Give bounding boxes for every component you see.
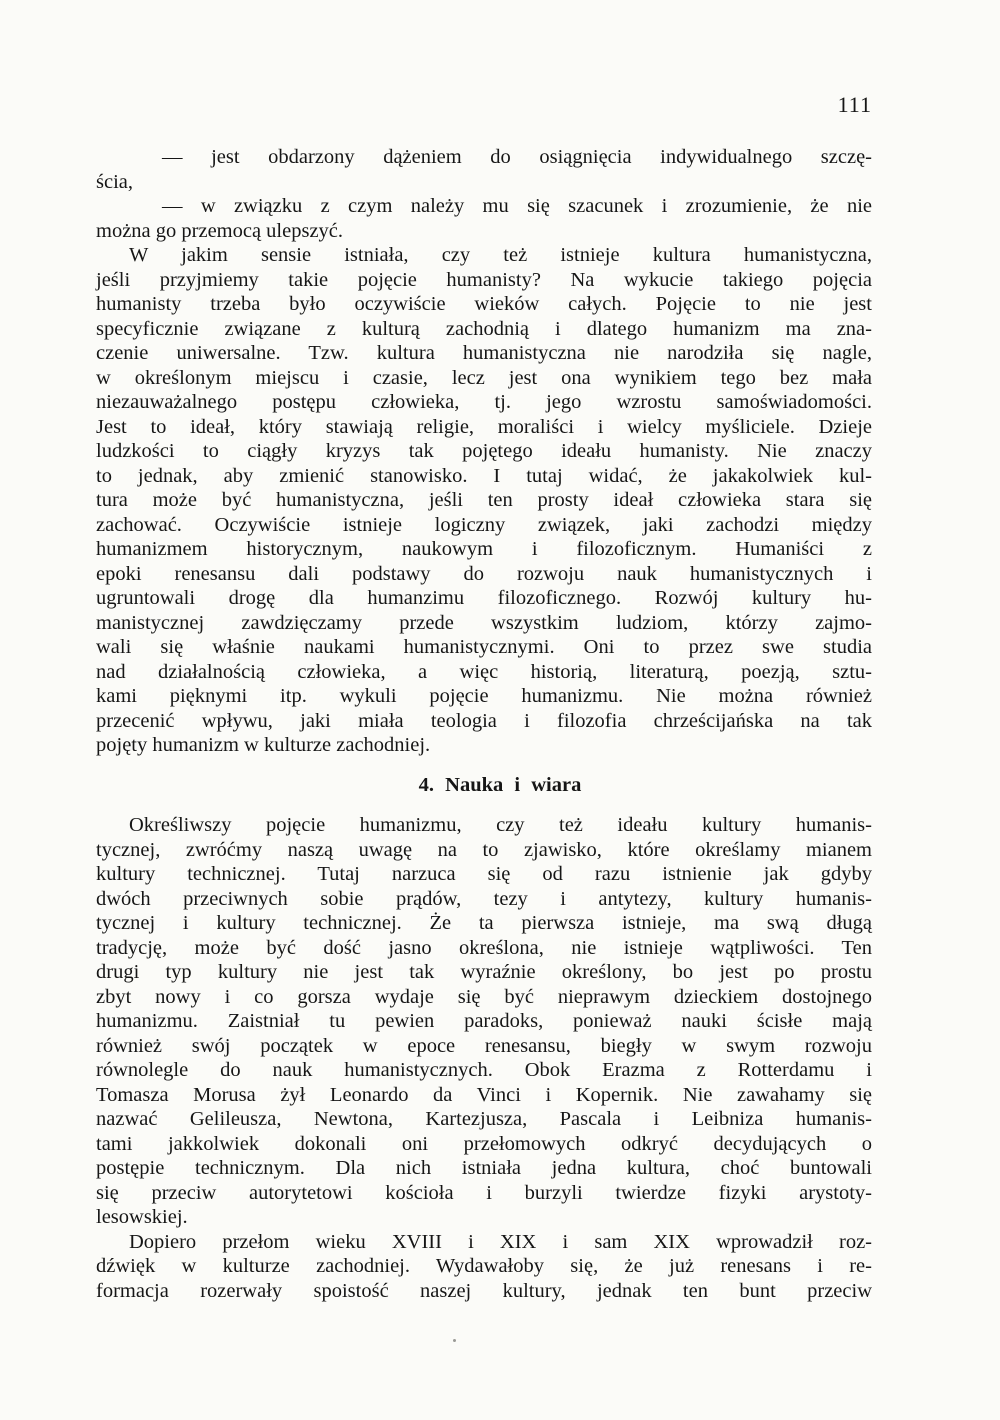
paragraph bbox=[96, 243, 872, 758]
text-line: zachować. Oczywiście istnieje logiczny związek, jaki zachodzi między bbox=[96, 513, 872, 536]
text-line: postępie technicznym. Dla nich istniała jedna kultura, choć buntowali bbox=[96, 1157, 872, 1179]
text-line: przecenić wpływu, jaki miała teologia i filozofia chrześcijańska na tak bbox=[96, 709, 872, 732]
text-line: Jest to ideał, który stawiają religie, moraliści i wielcy myśliciele. Dzieje bbox=[96, 415, 872, 438]
paragraph bbox=[96, 813, 872, 1230]
text-line: formacja rozerwały spoistość naszej kultury, jednak ten bunt przeciw bbox=[96, 1279, 872, 1302]
text-line: Określiwszy pojęcie humanizmu, czy też ideału kultury humanis- bbox=[129, 814, 872, 836]
text-line: kami pięknymi itp. wykuli pojęcie humanizmu. Nie można również bbox=[96, 685, 872, 707]
text-line: tami jakkolwiek dokonali oni przełomowych odkryć decydujących o bbox=[96, 1132, 872, 1155]
text-line: tradycję, może być dość jasno określona, nie istnieje wątpliwości. Ten bbox=[96, 936, 872, 959]
text-line: — w związku z czym należy mu się szacunek i zrozumienie, że nie bbox=[162, 195, 872, 217]
text-line: tycznej, zwróćmy naszą uwagę na to zjawisko, które określamy mianem bbox=[96, 838, 872, 861]
text-line: ugruntowali drogę dla humanzimu filozoficznego. Rozwój kultury hu- bbox=[96, 587, 872, 609]
text-line: nad działalnością człowieka, a więc historią, literaturą, poezją, sztu- bbox=[96, 660, 872, 683]
text-line: tura może być humanistyczna, jeśli ten prosty ideał człowieka stara się bbox=[96, 489, 872, 511]
text-block bbox=[96, 145, 872, 1303]
text-line: równolegle do nauk humanistycznych. Obok Erazma z Rotterdamu i bbox=[96, 1059, 872, 1081]
text-line: Tomasza Morusa żył Leonardo da Vinci i Kopernik. Nie zawahamy się bbox=[96, 1083, 872, 1106]
section-heading: 4. Nauka i wiara bbox=[418, 773, 582, 796]
text-line: zbyt nowy i co gorsza wydaje się być nieprawym dzieckiem dostojnego bbox=[96, 985, 872, 1008]
text-line: nazwać Gelileusza, Newtona, Kartezjusza, Pascala i Leibniza humanis- bbox=[96, 1108, 872, 1130]
text-line: — jest obdarzony dążeniem do osiągnięcia indywidualnego szczę- bbox=[162, 146, 872, 168]
paragraph bbox=[96, 145, 872, 194]
page-number: 111 bbox=[837, 92, 872, 117]
text-line: humanizmu. Zaistniał tu pewien paradoks, ponieważ nauki ścisłe mają bbox=[96, 1010, 872, 1032]
text-line: tycznej i kultury technicznej. Że ta pierwsza istnieje, ma swą długą bbox=[96, 912, 872, 934]
paragraph bbox=[96, 194, 872, 243]
text-line: humanisty trzeba było oczywiście wieków całych. Pojęcie to nie jest bbox=[96, 293, 872, 315]
text-line: jeśli przyjmiemy takie pojęcie humanisty? Na wykucie takiego pojęcia bbox=[96, 268, 872, 291]
text-line: to jednak, aby zmienić stanowisko. I tutaj widać, że jakakolwiek kul- bbox=[96, 464, 872, 487]
text-line: dwóch przeciwnych sobie prądów, tezy i antytezy, kultury humanis- bbox=[96, 887, 872, 910]
text-line: humanizmem historycznym, naukowym i filozoficznym. Humaniści z bbox=[96, 538, 872, 560]
text-line: się przeciw autorytetowi kościoła i burzyli twierdze fizyki arystoty- bbox=[96, 1181, 872, 1204]
text-line: drugi typ kultury nie jest tak wyraźnie określony, bo jest po prostu bbox=[96, 961, 872, 983]
text-line: dźwięk w kulturze zachodniej. Wydawałoby się, że już renesans i re- bbox=[96, 1255, 872, 1277]
text-line: wali się właśnie naukami humanistycznymi. Oni to przez swe studia bbox=[96, 636, 872, 658]
text-line: epoki renesansu dali podstawy do rozwoju nauk humanistycznych i bbox=[96, 562, 872, 585]
scan-speck bbox=[453, 1339, 456, 1342]
text-line: specyficznie związane z kulturą zachodnią i dlatego humanizm ma zna- bbox=[96, 317, 872, 340]
text-line: niezauważalnego postępu człowieka, tj. jego wzrostu samoświadomości. bbox=[96, 391, 872, 413]
text-line: pojęty humanizm w kulturze zachodniej. bbox=[96, 734, 431, 756]
text-line: W jakim sensie istniała, czy też istnieje kultura humanistyczna, bbox=[129, 244, 872, 266]
text-line: również swój początek w epoce renesansu, biegły w swym rozwoju bbox=[96, 1034, 872, 1057]
text-line: manistycznej zawdzięczamy przede wszystkim ludziom, którzy zajmo- bbox=[96, 611, 872, 634]
text-line: można go przemocą ulepszyć. bbox=[96, 219, 344, 242]
text-line: w określonym miejscu i czasie, lecz jest ona wynikiem tego bez mała bbox=[96, 366, 872, 389]
text-line: Dopiero przełom wieku XVIII i XIX i sam XIX wprowadził roz- bbox=[129, 1230, 872, 1253]
text-line: czenie uniwersalne. Tzw. kultura humanistyczna nie narodziła się nagle, bbox=[96, 342, 872, 364]
paragraph bbox=[96, 1230, 872, 1304]
text-line: ścia, bbox=[96, 170, 133, 193]
text-line: kultury technicznej. Tutaj narzuca się od razu istnienie jak gdyby bbox=[96, 863, 872, 885]
text-line: ludzkości to ciągły kryzys tak pojętego ideału humanisty. Nie znaczy bbox=[96, 440, 872, 462]
text-line: lesowskiej. bbox=[96, 1206, 188, 1228]
